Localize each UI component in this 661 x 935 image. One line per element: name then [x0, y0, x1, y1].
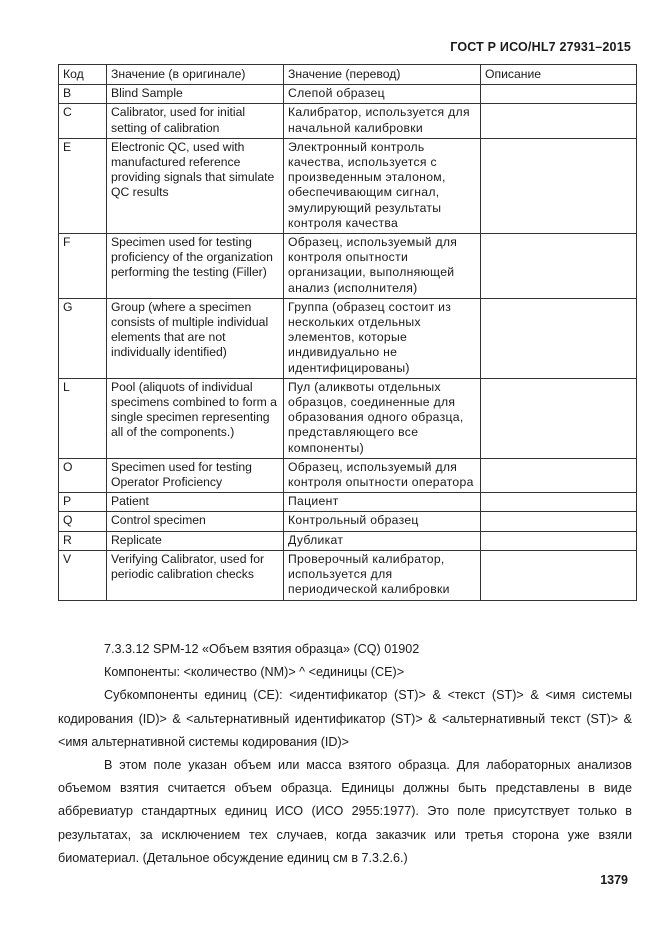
cell-code: R — [59, 531, 107, 550]
cell-code: F — [59, 234, 107, 299]
cell-orig: Calibrator, used for initial setting of calibration — [107, 104, 284, 138]
column-header-code: Код — [59, 65, 107, 85]
table-row — [59, 104, 637, 138]
cell-code: B — [59, 85, 107, 104]
cell-orig: Patient — [107, 493, 284, 512]
table-row — [59, 138, 637, 233]
cell-code: L — [59, 378, 107, 458]
document-header: ГОСТ Р ИСО/HL7 27931–2015 — [450, 40, 631, 54]
cell-desc — [481, 298, 637, 378]
cell-orig: Pool (aliquots of individual specimens combined to form a single specimen representing all of the components.) — [107, 378, 284, 458]
cell-tr: Проверочный калибратор, используется для периодической калибровки — [284, 550, 481, 600]
table-body — [59, 85, 637, 600]
cell-orig: Control specimen — [107, 512, 284, 531]
cell-orig: Electronic QC, used with manufactured reference providing signals that simulate QC results — [107, 138, 284, 233]
components-line: Компоненты: <количество (NM)> ^ <единицы (CE)> — [104, 665, 405, 680]
cell-desc — [481, 104, 637, 138]
cell-code: V — [59, 550, 107, 600]
table-row — [59, 298, 637, 378]
table-row — [59, 531, 637, 550]
cell-code: O — [59, 458, 107, 492]
page-number: 1379 — [600, 873, 628, 887]
cell-desc — [481, 234, 637, 299]
column-header-translation: Значение (перевод) — [284, 65, 481, 85]
cell-desc — [481, 85, 637, 104]
cell-tr: Пул (аликвоты отдельных образцов, соединенные для образования одного образца, представляющего все компоненты) — [284, 378, 481, 458]
cell-tr: Калибратор, используется для начальной калибровки — [284, 104, 481, 138]
body-paragraph: В этом поле указан объем или масса взятого образца. Для лабораторных анализов объемом взятия считается объем образца. Единицы должны быть представлены в виде аббревиатур стандартных единиц ИСО (ИСО 2955:1977). Это поле присутствует только в результатах, за исключением тех случаев, когда заказчик или третья сторона уже взяли биоматериал. (Детальное обсуждение единиц см в 7.3.2.6.) — [58, 758, 632, 865]
cell-tr: Группа (образец состоит из нескольких отдельных элементов, которые индивидуально не идентифицированы) — [284, 298, 481, 378]
table-row — [59, 493, 637, 512]
cell-orig: Group (where a specimen consists of multiple individual elements that are not individually identified) — [107, 298, 284, 378]
cell-desc — [481, 378, 637, 458]
cell-desc — [481, 493, 637, 512]
cell-code: Q — [59, 512, 107, 531]
column-header-original: Значение (в оригинале) — [107, 65, 284, 85]
cell-orig: Specimen used for testing Operator Proficiency — [107, 458, 284, 492]
table-row — [59, 234, 637, 299]
subcomponents-paragraph: Субкомпоненты единиц (CE): <идентификатор (ST)> & <текст (ST)> & <имя системы кодирования (ID)> & <альтернативный идентификатор (ST)> & <альтернативный текст (ST)> & <имя альтернативной системы кодирования (ID)> — [58, 688, 632, 749]
cell-orig: Blind Sample — [107, 85, 284, 104]
table-row — [59, 85, 637, 104]
cell-desc — [481, 531, 637, 550]
cell-tr: Дубликат — [284, 531, 481, 550]
cell-code: G — [59, 298, 107, 378]
cell-code: E — [59, 138, 107, 233]
cell-code: P — [59, 493, 107, 512]
section-heading: 7.3.3.12 SPM-12 «Объем взятия образца» (CQ) 01902 — [104, 642, 420, 656]
cell-orig: Verifying Calibrator, used for periodic calibration checks — [107, 550, 284, 600]
table-header-row — [59, 65, 637, 85]
table-row — [59, 550, 637, 600]
cell-tr: Образец, используемый для контроля опытности организации, выполняющей анализ (исполнителя) — [284, 234, 481, 299]
cell-tr: Слепой образец — [284, 85, 481, 104]
table-row — [59, 378, 637, 458]
cell-orig: Specimen used for testing proficiency of the organization performing the testing (Filler) — [107, 234, 284, 299]
cell-tr: Пациент — [284, 493, 481, 512]
cell-tr: Электронный контроль качества, используется с произведенным эталоном, обеспечивающим сигнал, эмулирующий результаты контроля качества — [284, 138, 481, 233]
table-row — [59, 458, 637, 492]
specimen-role-table — [58, 64, 637, 601]
cell-desc — [481, 550, 637, 600]
cell-tr: Образец, используемый для контроля опытности оператора — [284, 458, 481, 492]
cell-desc — [481, 138, 637, 233]
table-row — [59, 512, 637, 531]
cell-tr: Контрольный образец — [284, 512, 481, 531]
column-header-description: Описание — [481, 65, 637, 85]
section-text — [58, 638, 632, 870]
cell-orig: Replicate — [107, 531, 284, 550]
cell-code: C — [59, 104, 107, 138]
cell-desc — [481, 512, 637, 531]
cell-desc — [481, 458, 637, 492]
